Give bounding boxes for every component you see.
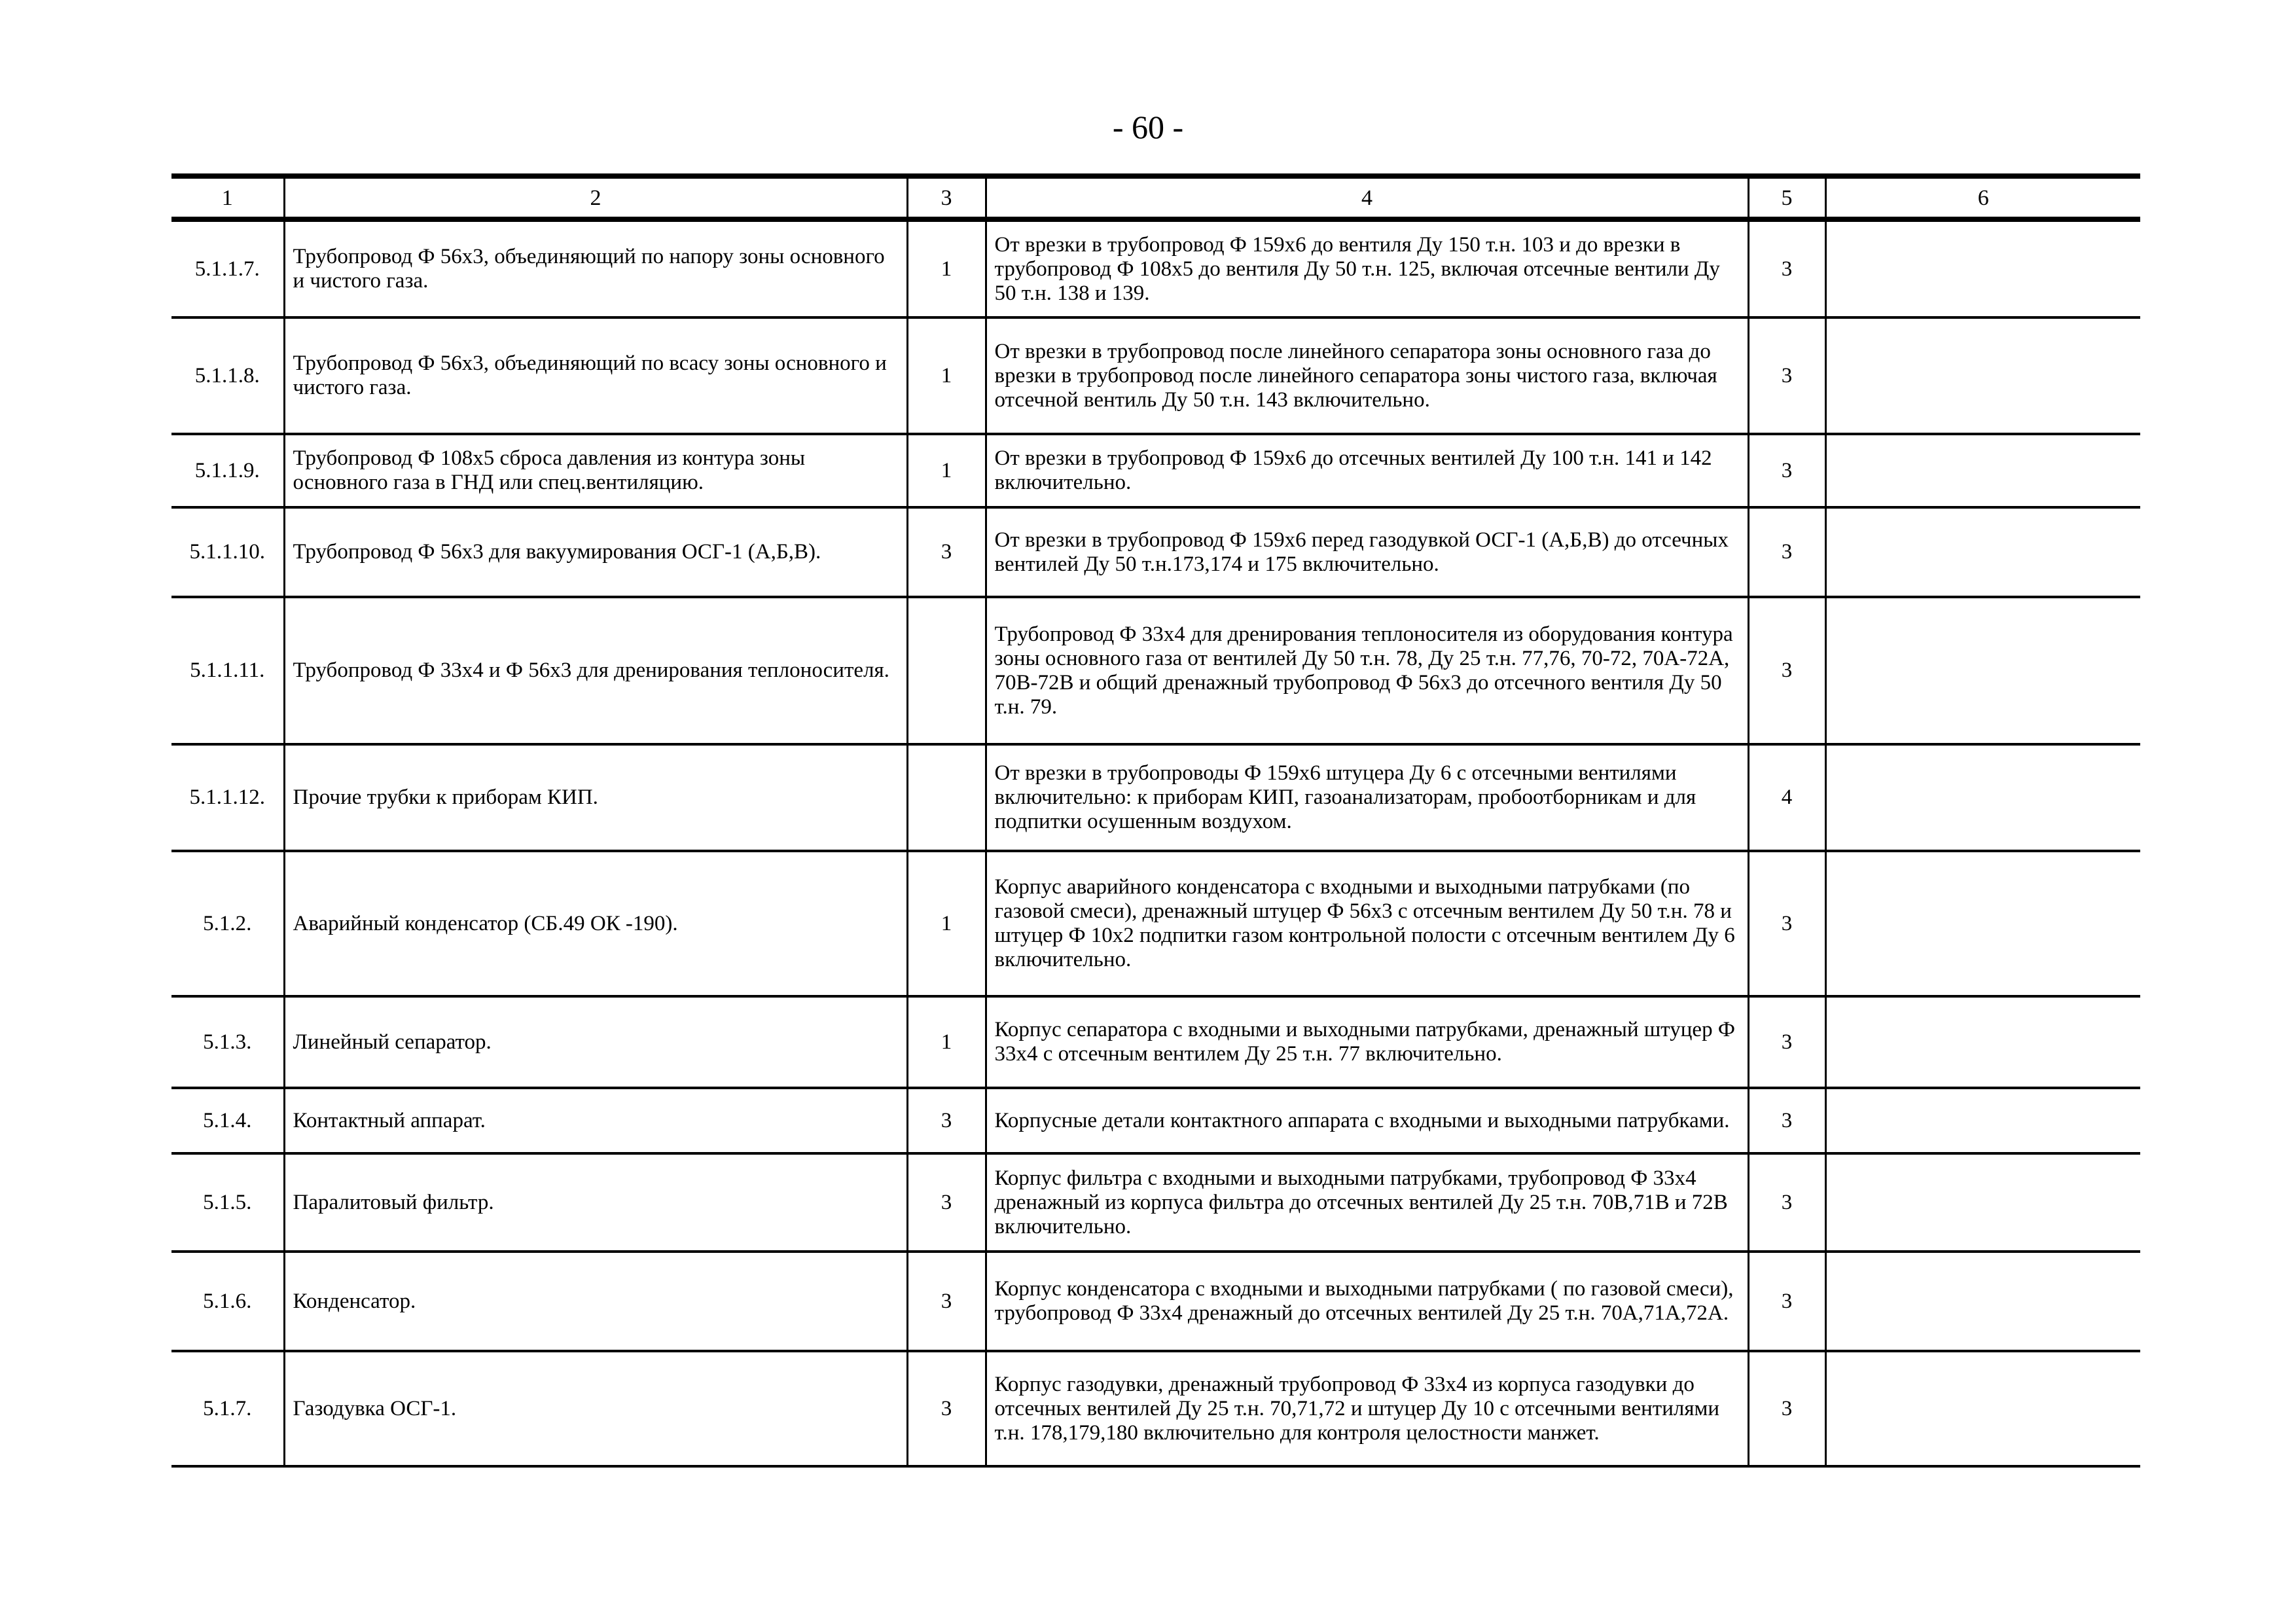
table-row: [171, 219, 2140, 317]
group-value: 3: [907, 1088, 986, 1153]
item-code: 5.1.6.: [171, 1252, 284, 1351]
note-cell: [1825, 219, 2140, 317]
note-cell: [1825, 1153, 2140, 1252]
table-row: [171, 851, 2140, 996]
item-code: 5.1.1.8.: [171, 317, 284, 434]
note-cell: [1825, 744, 2140, 851]
item-name: Конденсатор.: [284, 1252, 907, 1351]
page-number: - 60 -: [1112, 109, 1184, 145]
item-code: 5.1.4.: [171, 1088, 284, 1153]
item-code: 5.1.5.: [171, 1153, 284, 1252]
column-header: 3: [907, 176, 986, 219]
item-code: 5.1.2.: [171, 851, 284, 996]
group-value: 3: [907, 507, 986, 597]
group-value: 3: [907, 1351, 986, 1466]
item-code: 5.1.1.11.: [171, 597, 284, 744]
item-name: Контактный аппарат.: [284, 1088, 907, 1153]
item-name: Паралитовый фильтр.: [284, 1153, 907, 1252]
table-row: [171, 507, 2140, 597]
note-cell: [1825, 434, 2140, 507]
column-header: 6: [1825, 176, 2140, 219]
table-row: [171, 317, 2140, 434]
item-code: 5.1.1.12.: [171, 744, 284, 851]
item-code: 5.1.1.7.: [171, 219, 284, 317]
group-value: 1: [907, 996, 986, 1088]
table-row: [171, 597, 2140, 744]
table-row: [171, 1351, 2140, 1466]
item-name: Аварийный конденсатор (СБ.49 ОК -190).: [284, 851, 907, 996]
group-value: [907, 744, 986, 851]
boundary-description: Трубопровод Ф 33х4 для дренирования теплоносителя из оборудования контура зоны основного газа от вентилей Ду 50 т.н. 78, Ду 25 т.н. 77,76, 70-72, 70А-72А, 70В-72В и общий дренажный трубопровод Ф 56х3 до отсечного вентиля Ду 50 т.н. 79.: [986, 597, 1748, 744]
boundary-description: От врезки в трубопровод Ф 159х6 до вентиля Ду 150 т.н. 103 и до врезки в трубопровод Ф 108х5 до вентиля Ду 50 т.н. 125, включая отсечные вентили Ду 50 т.н. 138 и 139.: [986, 219, 1748, 317]
item-name: Трубопровод Ф 56х3, объединяющий по всасу зоны основного и чистого газа.: [284, 317, 907, 434]
item-name: Прочие трубки к приборам КИП.: [284, 744, 907, 851]
note-cell: [1825, 1088, 2140, 1153]
boundary-description: Корпус газодувки, дренажный трубопровод Ф 33х4 из корпуса газодувки до отсечных вентилей Ду 25 т.н. 70,71,72 и штуцер Ду 10 с отсечными вентилями т.н. 178,179,180 включительно для контроля целостности манжет.: [986, 1351, 1748, 1466]
item-name: Трубопровод Ф 108х5 сброса давления из контура зоны основного газа в ГНД или спец.вентиляцию.: [284, 434, 907, 507]
item-name: Трубопровод Ф 56х3, объединяющий по напору зоны основного и чистого газа.: [284, 219, 907, 317]
table-row: [171, 1153, 2140, 1252]
note-cell: [1825, 1252, 2140, 1351]
table-row: [171, 744, 2140, 851]
group-value: 1: [907, 317, 986, 434]
item-code: 5.1.7.: [171, 1351, 284, 1466]
item-code: 5.1.1.10.: [171, 507, 284, 597]
group-value: [907, 597, 986, 744]
item-name: Трубопровод Ф 33х4 и Ф 56х3 для дренирования теплоносителя.: [284, 597, 907, 744]
table-row: [171, 996, 2140, 1088]
equipment-table: [171, 173, 2140, 1468]
category-value: 3: [1748, 1088, 1825, 1153]
item-name: Трубопровод Ф 56х3 для вакуумирования ОСГ-1 (А,Б,В).: [284, 507, 907, 597]
item-name: Газодувка ОСГ-1.: [284, 1351, 907, 1466]
boundary-description: Корпус аварийного конденсатора с входными и выходными патрубками (по газовой смеси), дренажный штуцер Ф 56х3 с отсечным вентилем Ду 50 т.н. 78 и штуцер Ф 10х2 подпитки газом контрольной полости с отсечным вентилем Ду 6 включительно.: [986, 851, 1748, 996]
column-header: 2: [284, 176, 907, 219]
boundary-description: От врезки в трубопроводы Ф 159х6 штуцера Ду 6 с отсечными вентилями включительно: к приборам КИП, газоанализаторам, пробоотборникам и для подпитки осушенным воздухом.: [986, 744, 1748, 851]
category-value: 3: [1748, 851, 1825, 996]
group-value: 3: [907, 1153, 986, 1252]
category-value: 3: [1748, 996, 1825, 1088]
note-cell: [1825, 1351, 2140, 1466]
category-value: 3: [1748, 1153, 1825, 1252]
boundary-description: Корпусные детали контактного аппарата с входными и выходными патрубками.: [986, 1088, 1748, 1153]
category-value: 3: [1748, 507, 1825, 597]
category-value: 3: [1748, 597, 1825, 744]
column-header: 1: [171, 176, 284, 219]
boundary-description: От врезки в трубопровод после линейного сепаратора зоны основного газа до врезки в трубопровод после линейного сепаратора зоны чистого газа, включая отсечной вентиль Ду 50 т.н. 143 включительно.: [986, 317, 1748, 434]
category-value: 4: [1748, 744, 1825, 851]
group-value: 1: [907, 219, 986, 317]
item-code: 5.1.3.: [171, 996, 284, 1088]
group-value: 1: [907, 851, 986, 996]
category-value: 3: [1748, 1351, 1825, 1466]
boundary-description: Корпус конденсатора с входными и выходными патрубками ( по газовой смеси), трубопровод Ф 33х4 дренажный до отсечных вентилей Ду 25 т.н. 70А,71А,72А.: [986, 1252, 1748, 1351]
item-code: 5.1.1.9.: [171, 434, 284, 507]
category-value: 3: [1748, 219, 1825, 317]
category-value: 3: [1748, 434, 1825, 507]
group-value: 3: [907, 1252, 986, 1351]
table-row: [171, 1088, 2140, 1153]
category-value: 3: [1748, 317, 1825, 434]
note-cell: [1825, 317, 2140, 434]
note-cell: [1825, 507, 2140, 597]
table-row: [171, 1252, 2140, 1351]
table-row: [171, 434, 2140, 507]
note-cell: [1825, 597, 2140, 744]
group-value: 1: [907, 434, 986, 507]
column-header: 5: [1748, 176, 1825, 219]
boundary-description: От врезки в трубопровод Ф 159х6 до отсечных вентилей Ду 100 т.н. 141 и 142 включительно.: [986, 434, 1748, 507]
boundary-description: Корпус фильтра с входными и выходными патрубками, трубопровод Ф 33х4 дренажный из корпуса фильтра до отсечных вентилей Ду 25 т.н. 70В,71В и 72В включительно.: [986, 1153, 1748, 1252]
boundary-description: От врезки в трубопровод Ф 159х6 перед газодувкой ОСГ-1 (А,Б,В) до отсечных вентилей Ду 50 т.н.173,174 и 175 включительно.: [986, 507, 1748, 597]
category-value: 3: [1748, 1252, 1825, 1351]
note-cell: [1825, 851, 2140, 996]
note-cell: [1825, 996, 2140, 1088]
boundary-description: Корпус сепаратора с входными и выходными патрубками, дренажный штуцер Ф 33х4 с отсечным вентилем Ду 25 т.н. 77 включительно.: [986, 996, 1748, 1088]
column-header: 4: [986, 176, 1748, 219]
item-name: Линейный сепаратор.: [284, 996, 907, 1088]
header-row: [171, 176, 2140, 219]
